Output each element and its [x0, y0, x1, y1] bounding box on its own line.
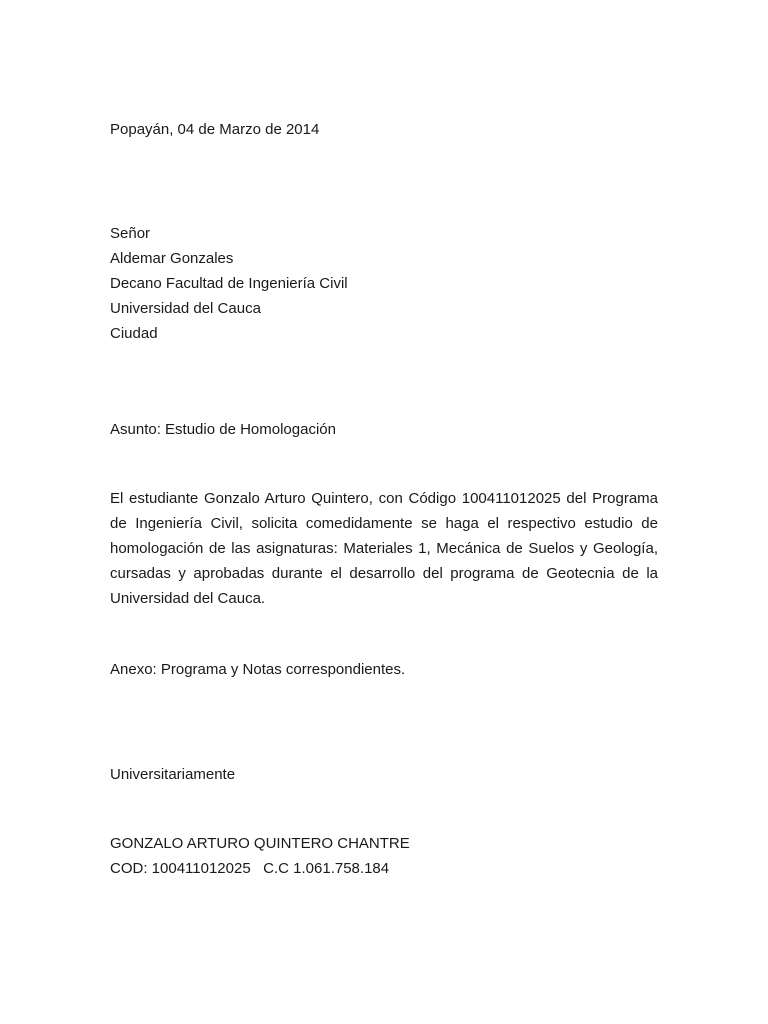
place-date-text: Popayán, 04 de Marzo de 2014 [110, 121, 320, 138]
signer-name: GONZALO ARTURO QUINTERO CHANTRE [110, 835, 410, 852]
body-paragraph: El estudiante Gonzalo Arturo Quintero, con Código 100411012025 del Programa de Ingeniería Civil, solicita comedidamente se haga el respectivo estudio de homologación de las asignaturas: Materiales 1, Mecánica de Suelos y Geología, cursadas y aprobadas durante el desarrollo del programa de Geotecnia de la Universidad del Cauca. [110, 490, 658, 607]
annex-line [110, 657, 658, 682]
place-date [110, 117, 658, 142]
subject-line [110, 417, 658, 442]
recipient-position: Decano Facultad de Ingeniería Civil [110, 275, 348, 292]
subject-text: Asunto: Estudio de Homologación [110, 421, 336, 438]
signature-block [110, 831, 658, 881]
recipient-name: Aldemar Gonzales [110, 250, 234, 267]
signer-id-line: COD: 100411012025 C.C 1.061.758.184 [110, 860, 390, 877]
closing-text: Universitariamente [110, 766, 236, 783]
recipient-salutation: Señor [110, 225, 151, 242]
recipient-block [110, 221, 658, 346]
annex-text: Anexo: Programa y Notas correspondientes. [110, 661, 406, 678]
recipient-city: Ciudad [110, 325, 158, 342]
recipient-institution: Universidad del Cauca [110, 300, 261, 317]
closing-line [110, 762, 658, 787]
